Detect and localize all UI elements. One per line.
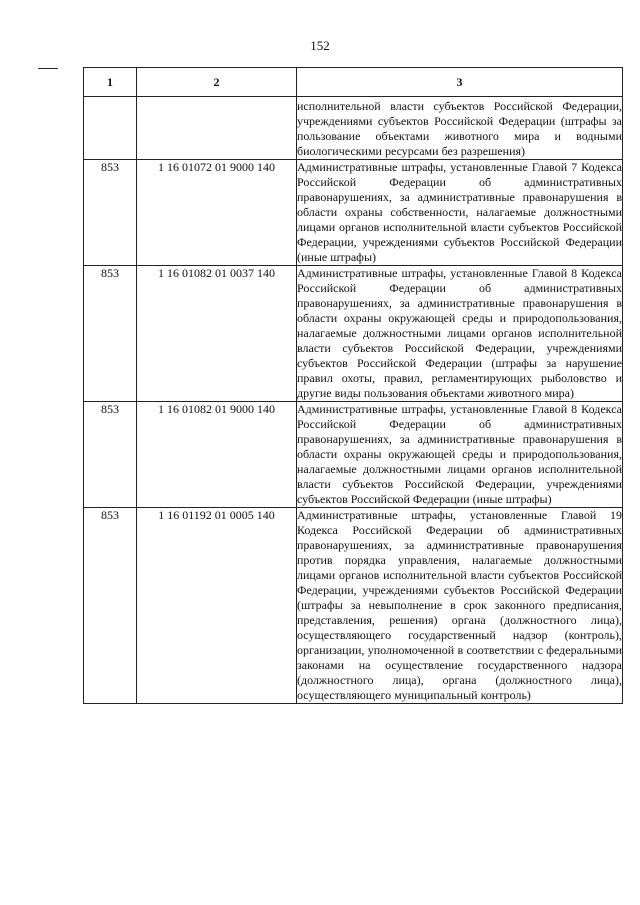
description-cell: Административные штрафы, установленные Главой 8 Кодекса Российской Федерации об административных правонарушениях, за административные правонарушения в области охраны окружающей среды и природопользования, налагаемые должностными лицами органов исполнительной власти субъектов Российской Федерации, учреждениями субъектов Российской Федерации (иные штрафы) [297, 402, 622, 506]
margin-mark [38, 68, 58, 69]
kbk-code-cell [137, 97, 297, 160]
description-cell: Административные штрафы, установленные Главой 19 Кодекса Российской Федерации об административных правонарушениях, за административные правонарушения против порядка управления, налагаемые должностными лицами органов исполнительной власти субъектов Российской Федерации, учреждениями субъектов Российской Федерации (штрафы за невыполнение в срок законного предписания, представления, решения) органа (должностного лица), осуществляющего государственный надзор (контроль), организации, уполномоченной в соответствии с федеральными законами на осуществление государственного надзора (должностного лица), органа (должностного лица), осуществляющего муниципальный контроль) [297, 508, 622, 702]
page-number: 152 [310, 38, 330, 53]
revenue-codes-table [83, 67, 623, 704]
description-cell: Административные штрафы, установленные Главой 7 Кодекса Российской Федерации об административных правонарушениях, за административные правонарушения в области охраны собственности, налагаемые должностными лицами органов исполнительной власти субъектов Российской Федерации, учреждениями субъектов Российской Федерации (иные штрафы) [297, 160, 622, 264]
description-cell: исполнительной власти субъектов Российской Федерации, учреждениями субъектов Российской Федерации (штрафы за пользование объектами животного мира и водными биологическими ресурсами без разрешения) [297, 97, 623, 160]
admin-code-cell: 853 [84, 266, 137, 402]
admin-code-cell [84, 97, 137, 160]
table-row [84, 266, 623, 402]
admin-code-cell: 853 [84, 402, 137, 508]
kbk-code-cell: 1 16 01192 01 0005 140 [137, 508, 297, 704]
table-row [84, 508, 623, 704]
table-header-row [84, 68, 623, 97]
admin-code-cell: 853 [84, 160, 137, 266]
kbk-code-cell: 1 16 01082 01 9000 140 [137, 402, 297, 508]
header-col-1: 1 [84, 68, 137, 97]
kbk-code-cell: 1 16 01072 01 9000 140 [137, 160, 297, 266]
description-cell: Административные штрафы, установленные Главой 8 Кодекса Российской Федерации об административных правонарушениях, за административные правонарушения в области охраны окружающей среды и природопользования, налагаемые должностными лицами органов исполнительной власти субъектов Российской Федерации, учреждениями субъектов Российской Федерации (штрафы за нарушение правил охоты, правил, регламентирующих рыболовство и другие виды пользования объектами животного мира) [297, 266, 622, 400]
table-row [84, 160, 623, 266]
header-col-3: 3 [297, 68, 623, 97]
table-row [84, 97, 623, 160]
admin-code-cell: 853 [84, 508, 137, 704]
kbk-code-cell: 1 16 01082 01 0037 140 [137, 266, 297, 402]
header-col-2: 2 [137, 68, 297, 97]
table-row [84, 402, 623, 508]
